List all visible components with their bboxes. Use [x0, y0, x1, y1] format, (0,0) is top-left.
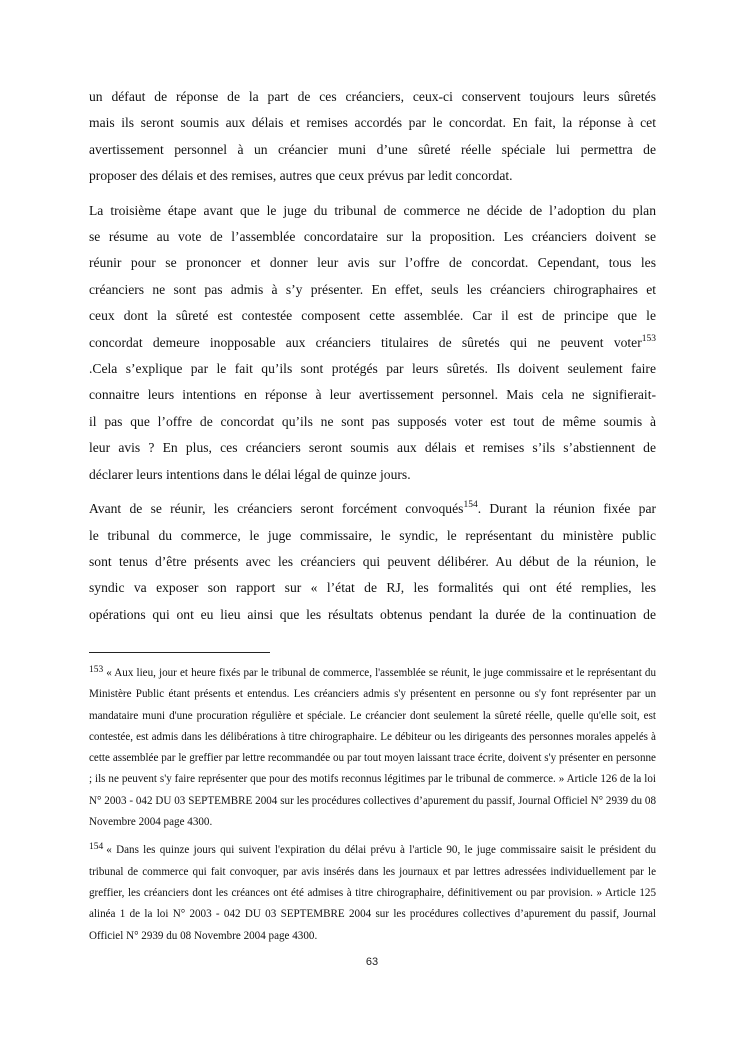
- footnote-text: « Aux lieu, jour et heure fixés par le tribunal de commerce, l'assemblée se réunit, le juge commissaire et le représentant du Ministère Public étant présents et entendus. Les créanciers admis s'y présentent en personne ou s'y font représenter par un mandataire muni d'une procuration régulière et spéciale. Le créancier dont seulement la sûreté réelle, quelle qu'elle soit, est contestée, est admis dans les délibérations à titre chirographaire. Le débiteur ou les dirigeants des personnes morales appelés à cette assemblée par le greffier par lettre recommandée ou par tout moyen laissant trace écrite, doivent s'y présenter en personne ; ils ne peuvent s'y faire représenter que pour des motifs reconnus légitimes par le tribunal de commerce. » Article 126 de la loi N° 2003 - 042 DU 03 SEPTEMBRE 2004 sur les procédures collectives d’apurement du passif, Journal Officiel N° 2939 du 08 Novembre 2004 page 4300.: [89, 667, 656, 829]
- line-text: . Durant la réunion fixée par: [477, 501, 657, 517]
- paragraph-line: déclarer leurs intentions dans le délai légal de quinze jours.: [89, 466, 411, 482]
- paragraph-line: ceux dont la sûreté est contestée composent cette assemblée. Car il est de principe que le: [89, 308, 656, 324]
- paragraph-line: se résume au vote de l’assemblée concordataire sur la proposition. Les créanciers doivent se: [89, 229, 656, 245]
- paragraph-line: le tribunal du commerce, le juge commissaire, le syndic, le représentant du ministère public: [89, 527, 656, 543]
- paragraph-line: sont tenus d’être présents avec les créanciers qui peuvent délibérer. Au début de la réunion, le: [89, 553, 656, 569]
- footnote-text: « Dans les quinze jours qui suivent l'expiration du délai prévu à l'article 90, le juge commissaire saisit le président du tribunal de commerce qui fait convoquer, par avis insérés dans les journaux et par lettres adressées individuellement par le greffier, les créanciers dont les créances ont été admises à titre chirographaire, définitivement ou par provision. » Article 125 alinéa 1 de la loi N° 2003 - 042 DU 03 SEPTEMBRE 2004 sur les procédures collectives d’apurement du passif, Journal Officiel N° 2939 du 08 Novembre 2004 page 4300.: [89, 844, 656, 942]
- footnote-number: 153: [89, 665, 104, 675]
- paragraph-line: créanciers ne sont pas admis à s’y présenter. En effet, seuls les créanciers chirographaires et: [89, 281, 656, 297]
- page-number: 63: [365, 956, 379, 968]
- footnote-separator: [89, 652, 270, 653]
- paragraph-2: [89, 198, 656, 488]
- paragraph-line: il pas que l’offre de concordat qu’ils ne sont pas supposés voter est tout de même soumis à: [89, 413, 656, 429]
- paragraph-line: un défaut de réponse de la part de ces créanciers, ceux-ci conservent toujours leurs sûretés: [89, 89, 656, 104]
- paragraph-line: proposer des délais et des remises, autres que ceux prévus par ledit concordat.: [89, 168, 513, 184]
- paragraph-line: mais ils seront soumis aux délais et remises accordés par le concordat. En fait, la réponse à cet: [89, 115, 656, 131]
- paragraph-line: opérations qui ont eu lieu ainsi que les résultats obtenus pendant la durée de la continuation de: [89, 606, 656, 622]
- footnote-153: [89, 660, 656, 833]
- paragraph-line-with-footnote-ref: [89, 496, 656, 522]
- page-body: [89, 84, 656, 636]
- paragraph-line-with-footnote-ref: [89, 330, 656, 356]
- footnote-ref-153[interactable]: 153: [641, 333, 656, 344]
- paragraph-line: syndic va exposer son rapport sur « l’état de RJ, les formalités qui ont été remplies, les: [89, 580, 656, 596]
- paragraph-line: La troisième étape avant que le juge du tribunal de commerce ne décide de l’adoption du plan: [89, 202, 656, 218]
- paragraph-3: [89, 496, 656, 628]
- footnote-154: [89, 837, 656, 946]
- line-text: concordat demeure inopposable aux créanciers titulaires de sûretés qui ne peuvent voter: [89, 334, 642, 350]
- paragraph-line: .Cela s’explique par le fait qu’ils sont protégés par leurs sûretés. Ils doivent seulement faire: [89, 361, 656, 377]
- paragraph-line: réunir pour se prononcer et donner leur avis sur l’offre de concordat. Cependant, tous les: [89, 255, 656, 271]
- paragraph-1: [89, 84, 656, 190]
- footnote-ref-154[interactable]: 154: [463, 500, 478, 511]
- paragraph-line: avertissement personnel à un créancier muni d’une sûreté réelle spéciale lui permettra de: [89, 141, 656, 157]
- line-text: Avant de se réunir, les créanciers seront forcément convoqués: [89, 501, 464, 517]
- paragraph-line: connaitre leurs intentions en réponse à leur avertissement personnel. Mais cela ne signifierait-: [89, 387, 656, 403]
- footnote-number: 154: [89, 842, 104, 853]
- footnotes: [89, 660, 656, 951]
- paragraph-line: leur avis ? En plus, ces créanciers seront soumis aux délais et remises s’ils s’abstiennent de: [89, 440, 656, 456]
